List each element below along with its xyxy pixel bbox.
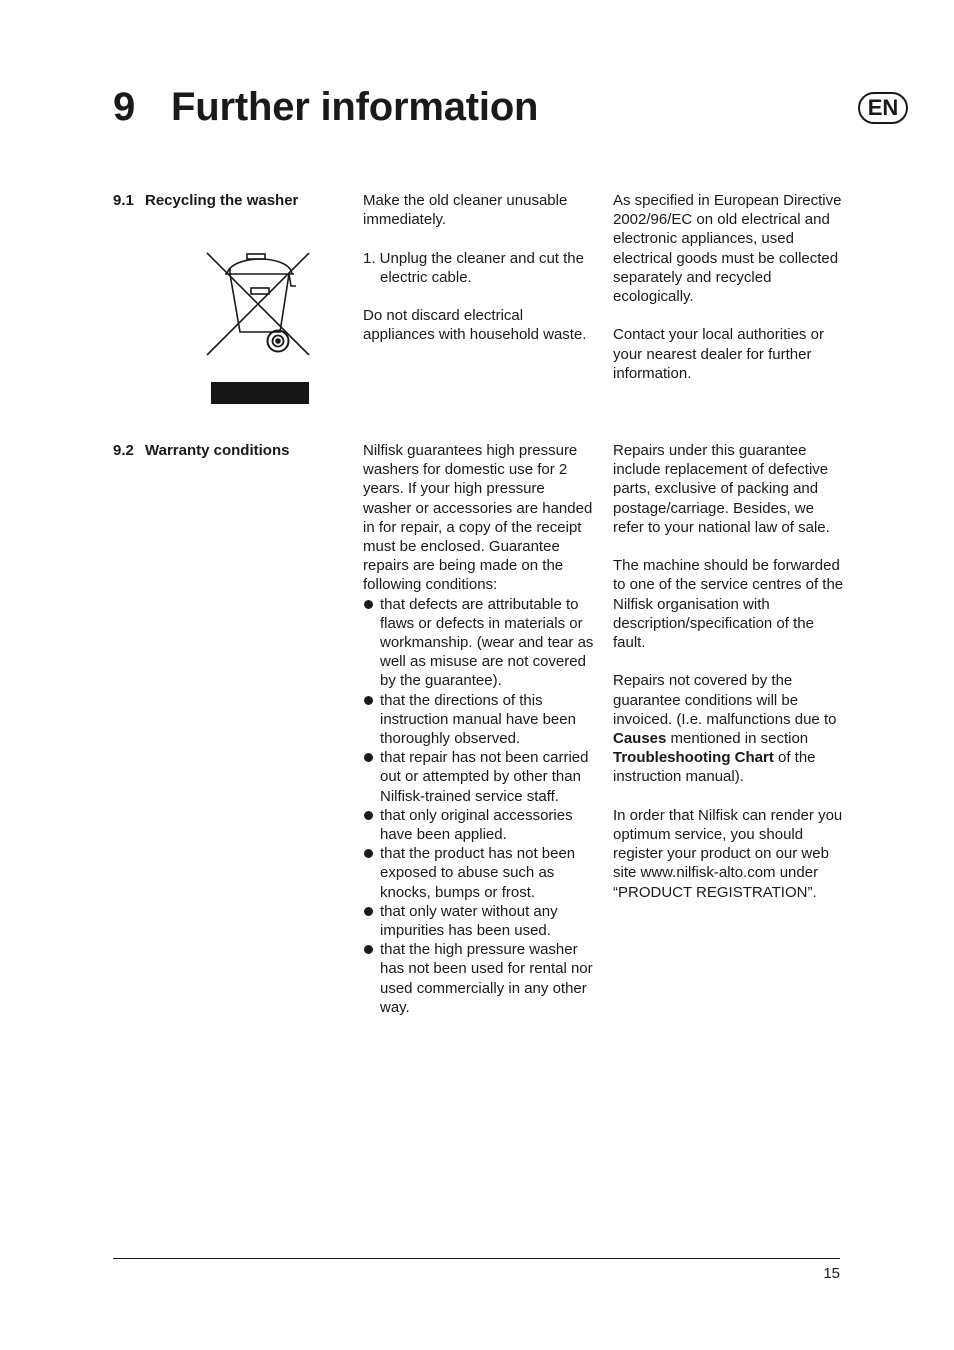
list-item — [363, 940, 595, 1017]
bullet-icon — [364, 945, 373, 954]
bullet-icon — [364, 849, 373, 858]
crossed-out-wheelie-bin-icon — [205, 250, 311, 358]
bullet-icon — [364, 811, 373, 820]
section-number: 9.2 — [113, 442, 134, 459]
recycling-directive-info — [613, 191, 845, 383]
warranty-conditions-column — [363, 441, 595, 1017]
list-item-text: that defects are attributable to flaws or defects in materials or workmanship. (wear and tear as well as misuse are not covered by the guarantee). — [380, 595, 594, 690]
bullet-icon — [364, 753, 373, 762]
paragraph: In order that Nilfisk can render you optimum service, you should register your product on our web site www.nilfisk-alto.com under “PRODUCT REGISTRATION”. — [613, 806, 843, 901]
separate-collection-bar — [211, 382, 309, 404]
paragraph: Make the old cleaner unusable immediately. — [363, 192, 568, 229]
chapter-title — [113, 82, 538, 132]
paragraph: The machine should be forwarded to one of the service centres of the Nilfisk organisation with description/specification of the fault. — [613, 557, 844, 652]
text-run: of the instruction manual). — [613, 749, 816, 786]
paragraph: Repairs under this guarantee include replacement of defective parts, exclusive of packing and postage/carriage. Besides, we refer to your national law of sale. — [613, 442, 830, 536]
list-item — [363, 844, 595, 902]
language-badge: EN — [858, 92, 908, 124]
text-run: mentioned in section — [666, 730, 809, 748]
section-title: Warranty conditions — [145, 442, 290, 459]
page-number: 15 — [823, 1265, 840, 1282]
section-heading-warranty — [113, 441, 289, 460]
list-item-text: that the product has not been exposed to abuse such as knocks, bumps or frost. — [380, 845, 576, 901]
section-heading-recycling — [113, 191, 298, 210]
paragraph: Contact your local authorities or your nearest dealer for further information. — [613, 326, 824, 382]
bullet-icon — [364, 696, 373, 705]
list-item — [363, 595, 595, 691]
text-run: Repairs not covered by the guarantee conditions will be invoiced. (I.e. malfunctions due to — [613, 672, 837, 728]
list-item — [363, 806, 595, 844]
warranty-repairs-column — [613, 441, 845, 902]
causes-reference: Causes — [613, 730, 667, 748]
bullet-icon — [364, 907, 373, 916]
section-title: Recycling the washer — [145, 192, 299, 209]
paragraph: As specified in European Directive 2002/96/EC on old electrical and electronic appliances, used electrical goods must be collected separately and recycled ecologically. — [613, 192, 842, 306]
list-item-text: that the high pressure washer has not been used for rental nor used commercially in any other way. — [380, 941, 593, 1016]
section-number: 9.1 — [113, 192, 134, 209]
troubleshooting-chart-reference: Troubleshooting Chart — [613, 749, 774, 767]
paragraph: Do not discard electrical appliances with household waste. — [363, 307, 587, 344]
list-item-text: that the directions of this instruction manual have been thoroughly observed. — [380, 691, 576, 748]
list-item-text: that only original accessories have been applied. — [380, 806, 573, 844]
list-item — [363, 902, 595, 940]
conditions-list — [363, 595, 595, 1017]
list-item-text: that only water without any impurities has been used. — [380, 902, 558, 940]
paragraph — [613, 671, 845, 786]
chapter-number: 9 — [113, 85, 136, 129]
list-item-text: that repair has not been carried out or attempted by other than Nilfisk-trained service staff. — [380, 749, 589, 805]
paragraph: Nilfisk guarantees high pressure washers for domestic use for 2 years. If your high pressure washer or accessories are handed in for repair, a copy of the receipt must be enclosed. Guarantee repairs are being made on the following conditions: — [363, 442, 593, 594]
bullet-icon — [364, 600, 373, 609]
footer-divider — [113, 1258, 840, 1259]
recycling-instructions — [363, 191, 595, 345]
list-item — [363, 691, 595, 749]
list-item — [363, 748, 595, 806]
numbered-step: 1. Unplug the cleaner and cut the electric cable. — [363, 249, 584, 286]
chapter-title-text: Further information — [171, 85, 539, 129]
